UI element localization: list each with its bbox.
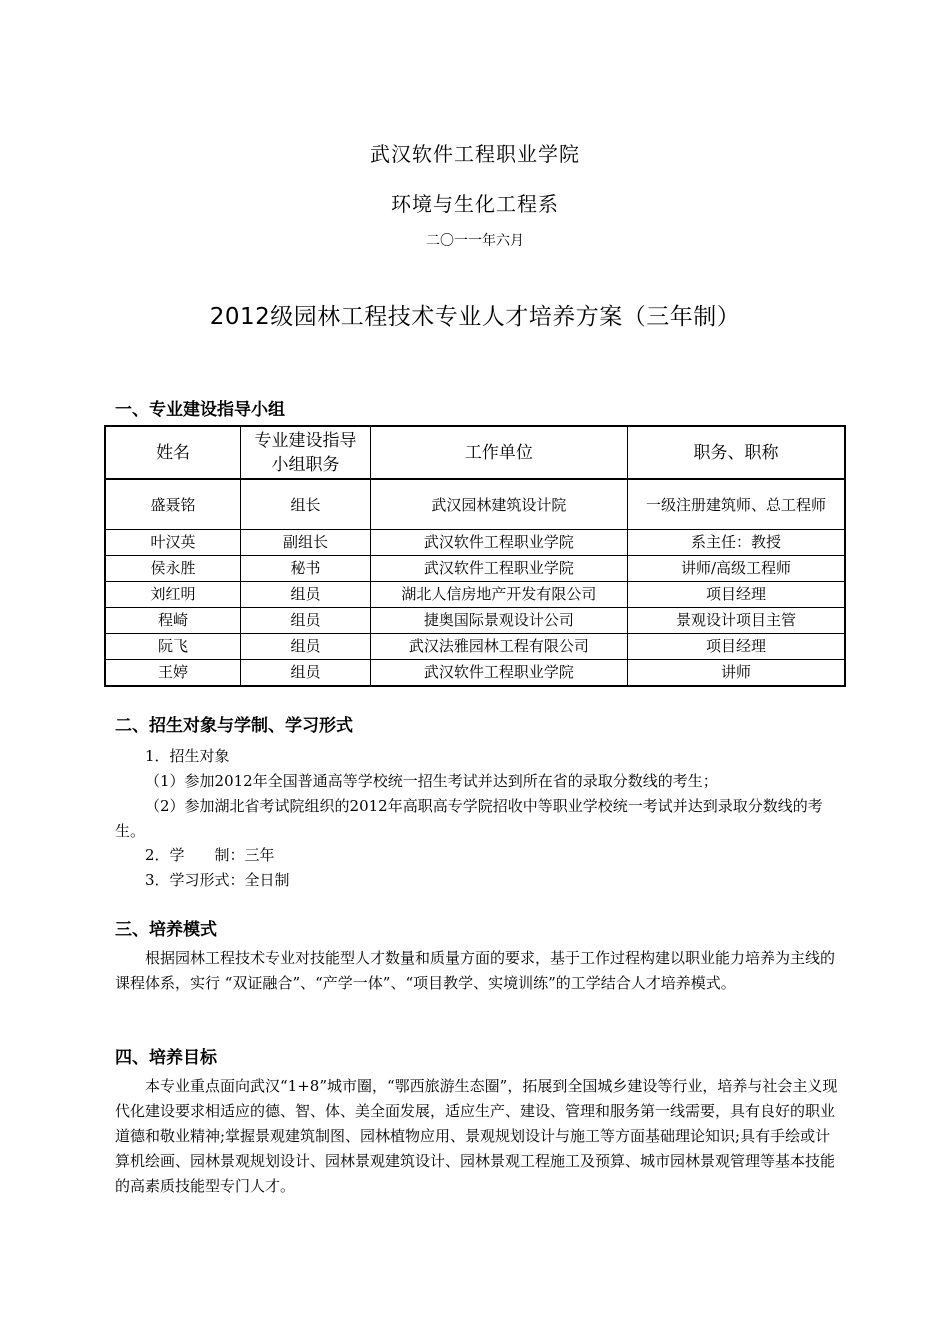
- document-title: 2012级园林工程技术专业人才培养方案（三年制）: [209, 304, 741, 330]
- table-cell: 武汉软件工程职业学院: [370, 660, 627, 687]
- training-goal-text: 本专业重点面向武汉“1+8”城市圈，“鄂西旅游生态圈”，拓展到全国城乡建设等行业，培养与社会主义现代化建设要求相适应的德、智、体、美全面发展，适应生产、建设、管理和服务第一线需要，具有良好的职业道德和敬业精神;掌握景观建筑制图、园林植物应用、景观规划设计与施工等方面基础理论知识;具有手绘或计算机绘画、园林景观规划设计、园林景观建筑设计、园林景观工程施工及预算、城市园林景观管理等基本技能的高素质技能型专门人才。: [115, 1077, 838, 1195]
- section-2-heading: 二、招生对象与学制、学习形式: [115, 716, 353, 736]
- table-cell: 组员: [241, 634, 371, 660]
- table-cell: 项目经理: [628, 634, 845, 660]
- table-cell: 武汉软件工程职业学院: [370, 530, 627, 556]
- table-row: [105, 479, 845, 530]
- column-header: 职务、职称: [628, 426, 845, 479]
- table-cell: 系主任：教授: [628, 530, 845, 556]
- table-cell: 侯永胜: [105, 556, 241, 582]
- table-cell: 组长: [241, 479, 371, 530]
- section-1-heading: 一、专业建设指导小组: [115, 400, 285, 420]
- table-cell: 副组长: [241, 530, 371, 556]
- enrollment-target-label: 1．招生对象: [145, 747, 230, 765]
- table-cell: 湖北人信房地产开发有限公司: [370, 582, 627, 608]
- table-cell: 武汉软件工程职业学院: [370, 556, 627, 582]
- enrollment-target-item-2: （2）参加湖北省考试院组织的2012年高职高专学院招收中等职业学校统一考试并达到录取分数线的考生。: [115, 797, 823, 840]
- table-cell: 项目经理: [628, 582, 845, 608]
- table-cell: 武汉法雅园林工程有限公司: [370, 634, 627, 660]
- table-cell: 讲师/高级工程师: [628, 556, 845, 582]
- table-cell: 武汉园林建筑设计院: [370, 479, 627, 530]
- table-row: [105, 582, 845, 608]
- enrollment-target-item-1: （1）参加2012年全国普通高等学校统一招生考试并达到所在省的录取分数线的考生；: [145, 772, 718, 790]
- table-row: [105, 634, 845, 660]
- section-4-heading: 四、培养目标: [115, 1048, 217, 1068]
- table-cell: 王婷: [105, 660, 241, 687]
- table-cell: 程崎: [105, 608, 241, 634]
- section-3-heading: 三、培养模式: [115, 920, 217, 940]
- table-cell: 捷奥国际景观设计公司: [370, 608, 627, 634]
- document-date: 二〇一一年六月: [426, 233, 524, 249]
- school-name: 武汉软件工程职业学院: [370, 142, 580, 166]
- guidance-group-table: [104, 425, 846, 687]
- table-cell: 秘书: [241, 556, 371, 582]
- department-name: 环境与生化工程系: [391, 192, 559, 216]
- table-cell: 阮飞: [105, 634, 241, 660]
- table-cell: 讲师: [628, 660, 845, 687]
- study-mode: 3．学习形式：全日制: [145, 871, 290, 889]
- column-header: 工作单位: [370, 426, 627, 479]
- table-row: [105, 660, 845, 687]
- table-cell: 盛聂铭: [105, 479, 241, 530]
- study-duration: 2．学 制：三年: [145, 846, 275, 864]
- training-mode-text: 根据园林工程技术专业对技能型人才数量和质量方面的要求，基于工作过程构建以职业能力培养为主线的课程体系，实行 “双证融合”、“产学一体”、“项目教学、实境训练”的工学结合人才培养模式。: [115, 949, 836, 992]
- column-header: 姓名: [105, 426, 241, 479]
- table-row: [105, 530, 845, 556]
- table-cell: 组员: [241, 582, 371, 608]
- table-row: [105, 556, 845, 582]
- table-cell: 组员: [241, 660, 371, 687]
- table-row: [105, 608, 845, 634]
- table-cell: 刘红明: [105, 582, 241, 608]
- table-header-row: [105, 426, 845, 479]
- table-cell: 叶汉英: [105, 530, 241, 556]
- column-header: 专业建设指导小组职务: [241, 426, 371, 479]
- table-cell: 一级注册建筑师、总工程师: [628, 479, 845, 530]
- table-cell: 景观设计项目主管: [628, 608, 845, 634]
- table-cell: 组员: [241, 608, 371, 634]
